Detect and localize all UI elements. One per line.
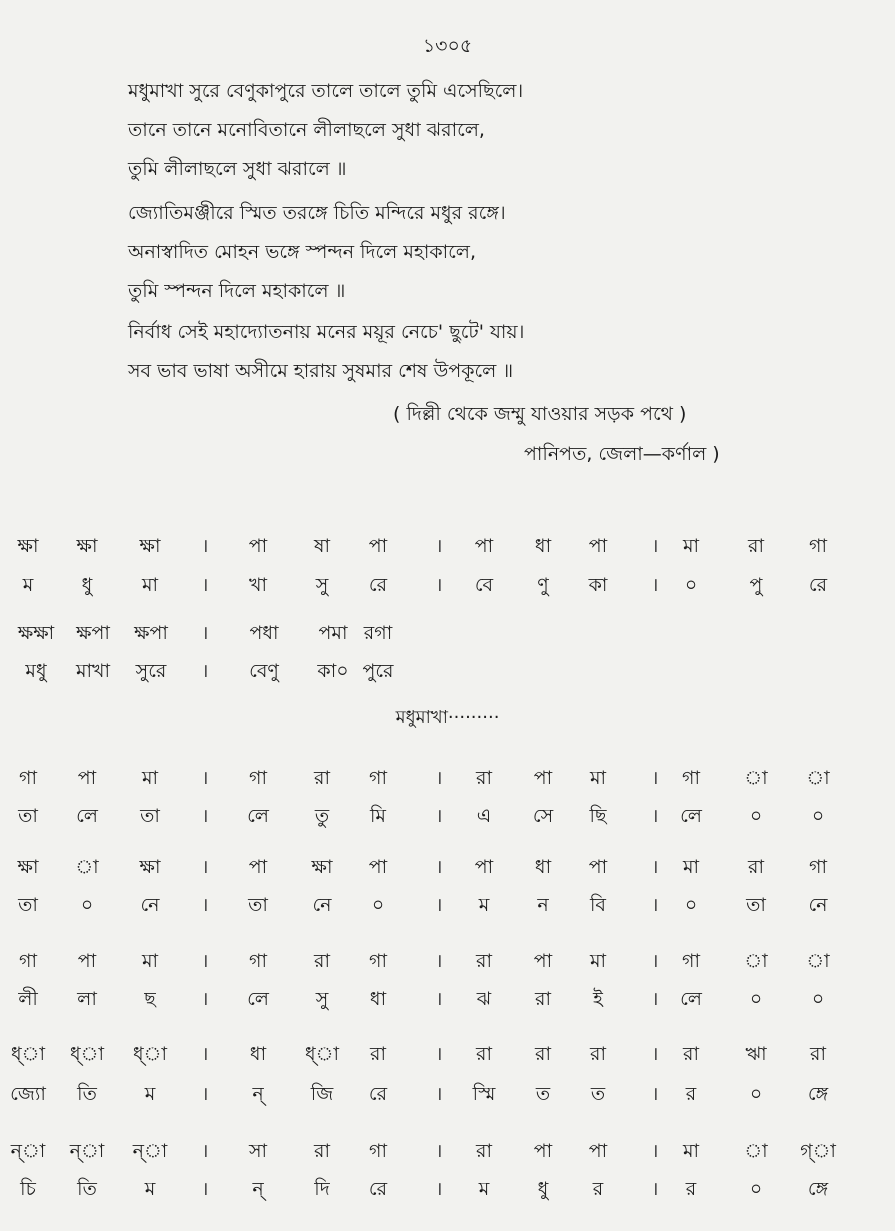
lyric-syllable: র — [685, 1083, 697, 1105]
swara-note: পা — [474, 535, 494, 557]
swara-note: পধা — [249, 622, 279, 644]
lyric-line: তুমি লীলাছলে সুধা ঝরালে ॥ — [128, 158, 347, 180]
swara-note: গা — [809, 535, 827, 557]
lyric-line: সব ভাব ভাষা অসীমে হারায় সুষমার শেষ উপকূলে ॥ — [128, 360, 514, 382]
swara-note: ষা — [314, 535, 330, 557]
lyric-syllable: রে — [368, 1083, 388, 1105]
swara-note: পমা — [318, 622, 348, 644]
swara-note: পা — [368, 856, 388, 878]
lyric-syllable: ঝ — [476, 988, 492, 1010]
lyric-syllable: ০ — [749, 1083, 763, 1105]
bar-divider: । — [201, 805, 209, 827]
swara-note: গা — [249, 950, 267, 972]
bar-divider: । — [651, 950, 659, 972]
bar-divider: । — [651, 894, 659, 916]
swara-note: ন্া — [10, 1140, 46, 1162]
lyric-syllable: ন্ — [252, 1083, 264, 1105]
swara-note: পা — [474, 856, 494, 878]
lyric-line: তুমি স্পন্দন দিলে মহাকালে ॥ — [128, 280, 346, 302]
lyric-syllable: রা — [535, 988, 551, 1010]
lyric-syllable: সু — [315, 574, 329, 596]
lyric-syllable-row — [0, 652, 895, 690]
swara-note: গা — [369, 767, 387, 789]
lyric-syllable: বি — [589, 894, 607, 916]
bar-divider: । — [651, 1083, 659, 1105]
swara-note: পা — [533, 950, 553, 972]
lyric-syllable: সে — [532, 805, 554, 827]
bar-divider: । — [201, 767, 209, 789]
lyric-syllable: তা — [18, 894, 38, 916]
swara-note: রা — [535, 1043, 551, 1065]
swara-row — [0, 942, 895, 980]
swara-note: া — [744, 767, 768, 789]
lyric-line: তানে তানে মনোবিতানে লীলাছলে সুধা ঝরালে, — [128, 119, 485, 141]
bar-divider: । — [201, 1043, 209, 1065]
swara-note: ধ্া — [70, 1043, 104, 1065]
lyric-syllable: খা — [249, 574, 267, 596]
lyric-syllable: ণু — [537, 574, 549, 596]
lyric-syllable: লী — [18, 988, 38, 1010]
swara-note: ধা — [249, 1043, 267, 1065]
bar-divider: । — [435, 1043, 443, 1065]
swara-note: মা — [141, 767, 159, 789]
swara-note: রা — [810, 1043, 826, 1065]
lyric-line: মধুমাখা সুরে বেণুকাপুরে তালে তালে তুমি এসেছিলে। — [128, 80, 524, 102]
swara-note: ক্ষপা — [76, 622, 110, 644]
lyric-syllable: লে — [76, 805, 98, 827]
lyric-syllable: বে — [474, 574, 494, 596]
bar-divider: । — [651, 856, 659, 878]
song-stanza-3 — [128, 313, 524, 391]
lyric-syllable: ম — [144, 1178, 156, 1200]
lyric-syllable-row — [0, 1075, 895, 1113]
swara-note: পা — [533, 1140, 553, 1162]
swara-note: রা — [748, 535, 764, 557]
swara-note: রগা — [363, 622, 393, 644]
lyric-syllable: জ্যো — [10, 1083, 46, 1105]
lyric-syllable: ০ — [749, 805, 763, 827]
swara-row — [0, 759, 895, 797]
swara-note: গা — [19, 767, 37, 789]
bar-divider: । — [435, 767, 443, 789]
lyric-syllable: ০ — [811, 805, 825, 827]
lyric-syllable: স্মি — [472, 1083, 496, 1105]
lyric-syllable: লে — [247, 805, 269, 827]
lyric-syllable-row — [0, 980, 895, 1018]
bar-divider: । — [201, 894, 209, 916]
swara-note: মা — [682, 856, 700, 878]
lyric-syllable: তা — [18, 805, 38, 827]
bar-divider: । — [435, 1083, 443, 1105]
swara-note: পা — [248, 856, 268, 878]
swara-note: মা — [682, 535, 700, 557]
swara-row — [0, 1132, 895, 1170]
lyric-syllable: লা — [77, 988, 97, 1010]
swara-note: গা — [682, 950, 700, 972]
swara-note: ঋা — [745, 1043, 767, 1065]
lyric-syllable: ঙ্গে — [807, 1178, 829, 1200]
lyric-syllable: ই — [593, 988, 603, 1010]
lyric-syllable: ০ — [684, 574, 698, 596]
lyric-syllable: বেণু — [249, 660, 279, 682]
lyric-syllable: সু — [315, 988, 329, 1010]
bar-divider: । — [201, 950, 209, 972]
lyric-syllable: ছি — [589, 805, 607, 827]
lyric-syllable: রে — [808, 574, 828, 596]
swara-note: পা — [588, 856, 608, 878]
lyric-syllable: ন্ — [252, 1178, 264, 1200]
swara-row — [0, 614, 895, 652]
bar-divider: । — [651, 1140, 659, 1162]
bar-divider: । — [435, 574, 443, 596]
swara-note: রা — [590, 1043, 606, 1065]
lyric-syllable-row — [0, 1170, 895, 1208]
lyric-syllable: ম — [478, 894, 490, 916]
lyric-syllable: ঙ্গে — [807, 1083, 829, 1105]
bar-divider: । — [201, 622, 209, 644]
lyric-syllable-row — [0, 797, 895, 835]
bar-divider: । — [435, 856, 443, 878]
bar-divider: । — [201, 1083, 209, 1105]
lyric-syllable: নে — [312, 894, 332, 916]
swara-note: পা — [77, 767, 97, 789]
swara-row — [0, 1035, 895, 1073]
swara-note: মা — [589, 950, 607, 972]
lyric-syllable: রে — [368, 1178, 388, 1200]
lyric-syllable: চি — [20, 1178, 36, 1200]
song-stanza-2 — [128, 194, 506, 311]
bar-divider: । — [435, 950, 443, 972]
lyric-syllable: ন — [537, 894, 549, 916]
bar-divider: । — [435, 535, 443, 557]
lyric-syllable-row — [0, 566, 895, 604]
swara-note: ক্ষপা — [134, 622, 168, 644]
lyric-syllable: তি — [77, 1083, 97, 1105]
swara-note: গা — [19, 950, 37, 972]
swara-note: পা — [588, 1140, 608, 1162]
lyric-syllable: কা — [588, 574, 608, 596]
lyric-syllable: তি — [77, 1178, 97, 1200]
lyric-syllable: দি — [314, 1178, 330, 1200]
lyric-syllable: তা — [248, 894, 268, 916]
lyric-syllable-row — [0, 886, 895, 924]
swara-note: পা — [368, 535, 388, 557]
page-number: ১৩০৫ — [422, 35, 473, 57]
bar-divider: । — [435, 988, 443, 1010]
source-note-line-2: পানিপত, জেলা—কর্ণাল ) — [524, 443, 720, 465]
swara-row — [0, 527, 895, 565]
lyric-syllable: ০ — [371, 894, 385, 916]
swara-note: পা — [77, 950, 97, 972]
swara-note: গা — [809, 856, 827, 878]
swara-note: মা — [141, 950, 159, 972]
bar-divider: । — [435, 805, 443, 827]
lyric-syllable: তা — [140, 805, 160, 827]
swara-note: ধা — [534, 856, 552, 878]
swara-note: পা — [248, 535, 268, 557]
bar-divider: । — [651, 767, 659, 789]
swara-note: ধ্া — [305, 1043, 339, 1065]
swara-note: গা — [249, 767, 267, 789]
bar-divider: । — [435, 894, 443, 916]
bar-divider: । — [201, 660, 209, 682]
bar-divider: । — [201, 1140, 209, 1162]
swara-note: ক্ষা — [17, 856, 39, 878]
swara-note: রা — [370, 1043, 386, 1065]
lyric-syllable: পুরে — [362, 660, 394, 682]
swara-note: গ্া — [800, 1140, 836, 1162]
swara-note: ক্ষক্ষা — [17, 622, 55, 644]
swara-note: ক্ষা — [17, 535, 39, 557]
swara-note: পা — [588, 535, 608, 557]
swara-note: ধা — [534, 535, 552, 557]
swara-note: সা — [248, 1140, 268, 1162]
swara-note: া — [744, 1140, 768, 1162]
lyric-syllable: মধু — [25, 660, 47, 682]
lyric-line: অনাস্বাদিত মোহন ভঙ্গে স্পন্দন দিলে মহাকালে, — [128, 241, 476, 263]
swara-note: ধ্া — [133, 1043, 167, 1065]
lyric-syllable: ধু — [81, 574, 93, 596]
swara-note: রা — [314, 950, 330, 972]
lyric-syllable: কা০ — [317, 660, 349, 682]
swara-note: রা — [748, 856, 764, 878]
lyric-syllable: ছ — [144, 988, 156, 1010]
source-note-line-1: ( দিল্লী থেকে জম্মু যাওয়ার সড়ক পথে ) — [393, 403, 687, 425]
bar-divider: । — [201, 856, 209, 878]
lyric-syllable: ধা — [369, 988, 387, 1010]
swara-note: রা — [476, 950, 492, 972]
swara-note: পা — [533, 767, 553, 789]
lyric-syllable: লে — [247, 988, 269, 1010]
swara-note: রা — [476, 1140, 492, 1162]
lyric-syllable: ০ — [684, 894, 698, 916]
bar-divider: । — [651, 535, 659, 557]
lyric-syllable: নে — [808, 894, 828, 916]
swara-note: া — [806, 950, 830, 972]
lyric-line: জ্যোতিমঞ্জীরে স্মিত তরঙ্গে চিতি মন্দিরে মধুর রঙ্গে। — [128, 202, 506, 224]
lyric-syllable: ধু — [537, 1178, 549, 1200]
lyric-syllable: মি — [370, 805, 386, 827]
lyric-syllable: রে — [368, 574, 388, 596]
lyric-syllable: জি — [310, 1083, 334, 1105]
lyric-syllable: লে — [680, 988, 702, 1010]
swara-note: রা — [683, 1043, 699, 1065]
bar-divider: । — [201, 1178, 209, 1200]
lyric-syllable: এ — [476, 805, 492, 827]
lyric-syllable: ম — [144, 1083, 156, 1105]
lyric-line: নির্বাধ সেই মহাদ্যোতনায় মনের ময়ূর নেচে' ছুটে' যায়। — [128, 321, 525, 343]
lyric-syllable: ০ — [749, 988, 763, 1010]
swara-note: রা — [476, 1043, 492, 1065]
swara-note: রা — [314, 1140, 330, 1162]
bar-divider: । — [651, 574, 659, 596]
lyric-syllable: ম — [478, 1178, 490, 1200]
bar-divider: । — [201, 535, 209, 557]
swara-note: ন্া — [69, 1140, 105, 1162]
swara-note: মা — [682, 1140, 700, 1162]
swara-row — [0, 848, 895, 886]
lyric-syllable: র — [685, 1178, 697, 1200]
lyric-syllable: সুরে — [135, 660, 167, 682]
swara-note: ক্ষা — [139, 535, 161, 557]
bar-divider: । — [435, 1178, 443, 1200]
bar-divider: । — [651, 988, 659, 1010]
bar-divider: । — [435, 1140, 443, 1162]
bar-divider: । — [651, 1043, 659, 1065]
lyric-syllable: মা — [141, 574, 159, 596]
lyric-syllable: ত — [590, 1083, 606, 1105]
swara-note: ধ্া — [11, 1043, 45, 1065]
swara-note: া — [806, 767, 830, 789]
lyric-syllable: মাখা — [75, 660, 111, 682]
lyric-syllable: তা — [746, 894, 766, 916]
swara-note: গা — [369, 950, 387, 972]
lyric-syllable: ০ — [811, 988, 825, 1010]
bar-divider: । — [651, 1178, 659, 1200]
swara-note: রা — [476, 767, 492, 789]
swara-note: া — [75, 856, 99, 878]
swara-note: গা — [369, 1140, 387, 1162]
lyric-syllable: নে — [140, 894, 160, 916]
lyric-syllable: র — [592, 1178, 604, 1200]
refrain-marker: মধুমাখা········· — [395, 707, 500, 728]
swara-note: া — [744, 950, 768, 972]
lyric-syllable: তু — [314, 805, 330, 827]
lyric-syllable: ম — [22, 574, 34, 596]
swara-note: ক্ষা — [139, 856, 161, 878]
lyric-syllable: লে — [680, 805, 702, 827]
swara-note: গা — [682, 767, 700, 789]
song-stanza-1 — [128, 72, 523, 189]
lyric-syllable: ত — [535, 1083, 551, 1105]
lyric-syllable: ০ — [80, 894, 94, 916]
swara-note: ন্া — [132, 1140, 168, 1162]
bar-divider: । — [201, 988, 209, 1010]
bar-divider: । — [201, 574, 209, 596]
swara-note: ক্ষা — [76, 535, 98, 557]
lyric-syllable: ০ — [749, 1178, 763, 1200]
swara-note: মা — [589, 767, 607, 789]
swara-note: ক্ষা — [311, 856, 333, 878]
bar-divider: । — [651, 805, 659, 827]
swara-note: রা — [314, 767, 330, 789]
lyric-syllable: পু — [749, 574, 763, 596]
